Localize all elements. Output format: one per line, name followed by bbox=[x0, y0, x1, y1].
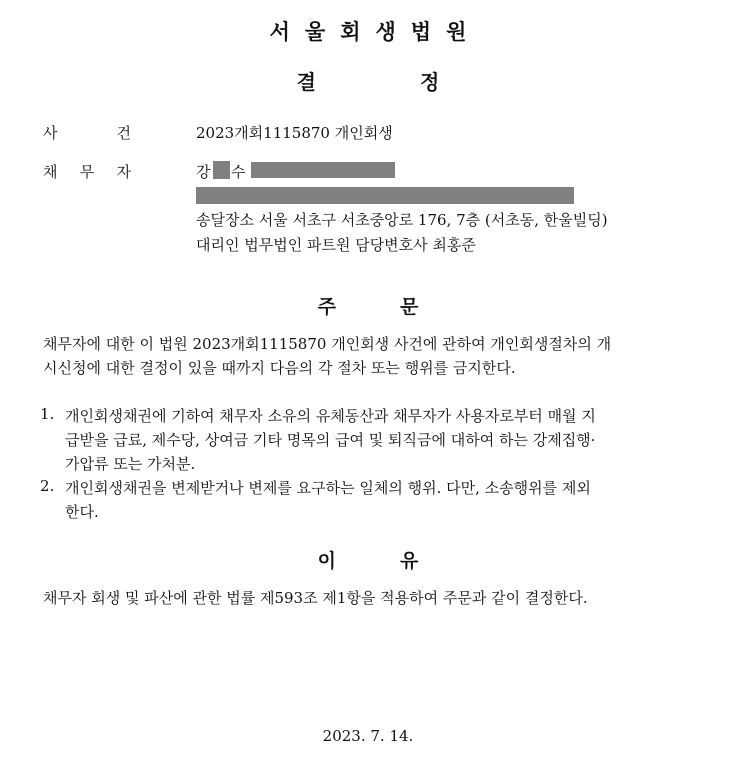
debtor-label-char-3: 자 bbox=[116, 163, 131, 181]
document-type: 결정 bbox=[296, 70, 544, 94]
order-item-1-line-2: 급받을 급료, 제수당, 상여금 기타 명목의 급여 및 퇴직금에 대하여 하는 강제집행· bbox=[65, 431, 596, 449]
order-title: 주문 bbox=[317, 296, 483, 318]
service-address: 송달장소 서울 서초구 서초중앙로 176, 7층 (서초동, 한울빌딩) bbox=[196, 211, 608, 229]
redaction-box bbox=[251, 162, 395, 178]
decision-date: 2023. 7. 14. bbox=[322, 727, 414, 745]
debtor-name-last: 수 bbox=[231, 163, 246, 181]
case-label-char-2: 건 bbox=[116, 124, 131, 142]
redaction-box bbox=[213, 161, 230, 179]
debtor-label bbox=[43, 161, 131, 182]
redaction-box bbox=[196, 187, 574, 204]
case-label bbox=[43, 122, 131, 143]
case-label-char-1: 사 bbox=[43, 124, 58, 142]
reason-text: 채무자 회생 및 파산에 관한 법률 제593조 제1항을 적용하여 주문과 같이 결정한다. bbox=[43, 589, 588, 607]
order-item-2-number: 2. bbox=[40, 477, 55, 495]
debtor-name-first: 강 bbox=[196, 163, 211, 181]
order-item-1-number: 1. bbox=[40, 405, 55, 423]
order-item-2-line-2: 한다. bbox=[65, 503, 99, 521]
order-item-1-line-1: 개인회생채권에 기하여 채무자 소유의 유체동산과 채무자가 사용자로부터 매월 지 bbox=[65, 407, 596, 425]
debtor-label-char-2: 무 bbox=[79, 163, 95, 181]
reason-title: 이유 bbox=[317, 550, 483, 572]
debtor-label-char-1: 채 bbox=[43, 163, 58, 181]
order-intro-line-2: 시신청에 대한 결정이 있을 때까지 다음의 각 절차 또는 행위를 금지한다. bbox=[43, 359, 516, 377]
legal-agent: 대리인 법무법인 파트원 담당변호사 최홍준 bbox=[196, 236, 476, 254]
order-item-2-line-1: 개인회생채권을 변제받거나 변제를 요구하는 일체의 행위. 다만, 소송행위를 제외 bbox=[65, 479, 591, 497]
court-name: 서울회생법원 bbox=[269, 20, 482, 44]
case-number: 2023개회1115870 개인회생 bbox=[196, 124, 393, 142]
order-item-1-line-3: 가압류 또는 가처분. bbox=[65, 455, 196, 473]
order-intro-line-1: 채무자에 대한 이 법원 2023개회1115870 개인회생 사건에 관하여 개인회생절차의 개 bbox=[43, 335, 612, 353]
